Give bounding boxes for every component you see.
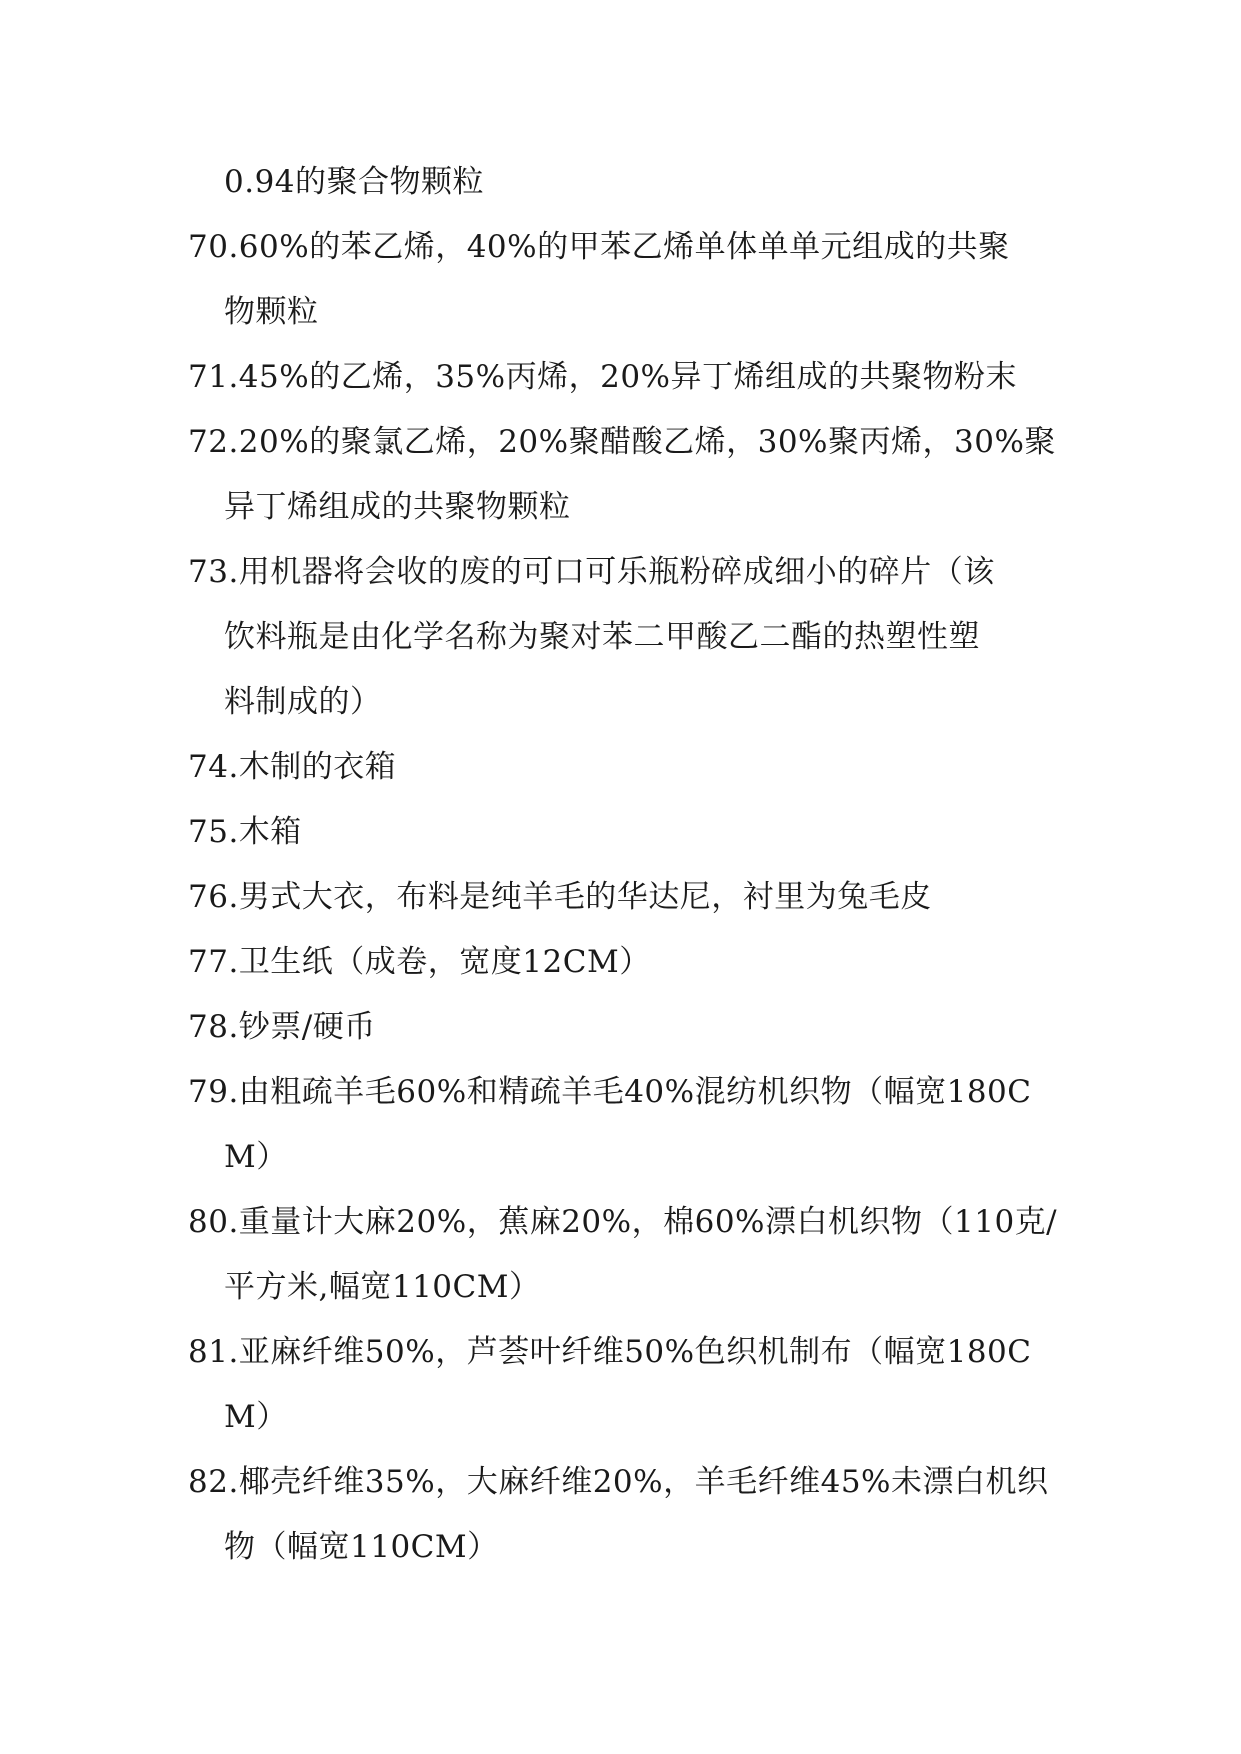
text-line: 0.94的聚合物颗粒: [224, 164, 485, 200]
text-line: 物颗粒: [224, 294, 319, 330]
list-item-81: 81.亚麻纤维50%，芦荟叶纤维50%色织机制布（幅宽180C: [188, 1334, 1032, 1370]
list-item-82: 82.椰壳纤维35%，大麻纤维20%，羊毛纤维45%未漂白机织: [188, 1464, 1049, 1500]
list-item-73: 73.用机器将会收的废的可口可乐瓶粉碎成细小的碎片（该: [188, 554, 995, 590]
list-item-79: 79.由粗疏羊毛60%和精疏羊毛40%混纺机织物（幅宽180C: [188, 1074, 1032, 1110]
list-item-80: 80.重量计大麻20%，蕉麻20%，棉60%漂白机织物（110克/: [188, 1204, 1058, 1240]
list-item-78: 78.钞票/硬币: [188, 1009, 376, 1045]
text-line: 异丁烯组成的共聚物颗粒: [224, 489, 571, 525]
text-line: M）: [224, 1139, 288, 1175]
text-line: 物（幅宽110CM）: [224, 1529, 499, 1565]
text-line: 平方米,幅宽110CM）: [224, 1269, 541, 1305]
text-line: 料制成的）: [224, 684, 382, 720]
list-item-76: 76.男式大衣，布料是纯羊毛的华达尼，衬里为兔毛皮: [188, 879, 932, 915]
text-line: M）: [224, 1399, 288, 1435]
text-line: 饮料瓶是由化学名称为聚对苯二甲酸乙二酯的热塑性塑: [224, 619, 980, 655]
list-item-70: 70.60%的苯乙烯，40%的甲苯乙烯单体单单元组成的共聚: [188, 229, 1010, 265]
list-item-71: 71.45%的乙烯，35%丙烯，20%异丁烯组成的共聚物粉末: [188, 359, 1018, 395]
list-item-72: 72.20%的聚氯乙烯，20%聚醋酸乙烯，30%聚丙烯，30%聚: [188, 424, 1056, 460]
list-item-74: 74.木制的衣箱: [188, 749, 397, 785]
list-item-75: 75.木箱: [188, 814, 302, 850]
list-item-77: 77.卫生纸（成卷，宽度12CM）: [188, 944, 651, 980]
